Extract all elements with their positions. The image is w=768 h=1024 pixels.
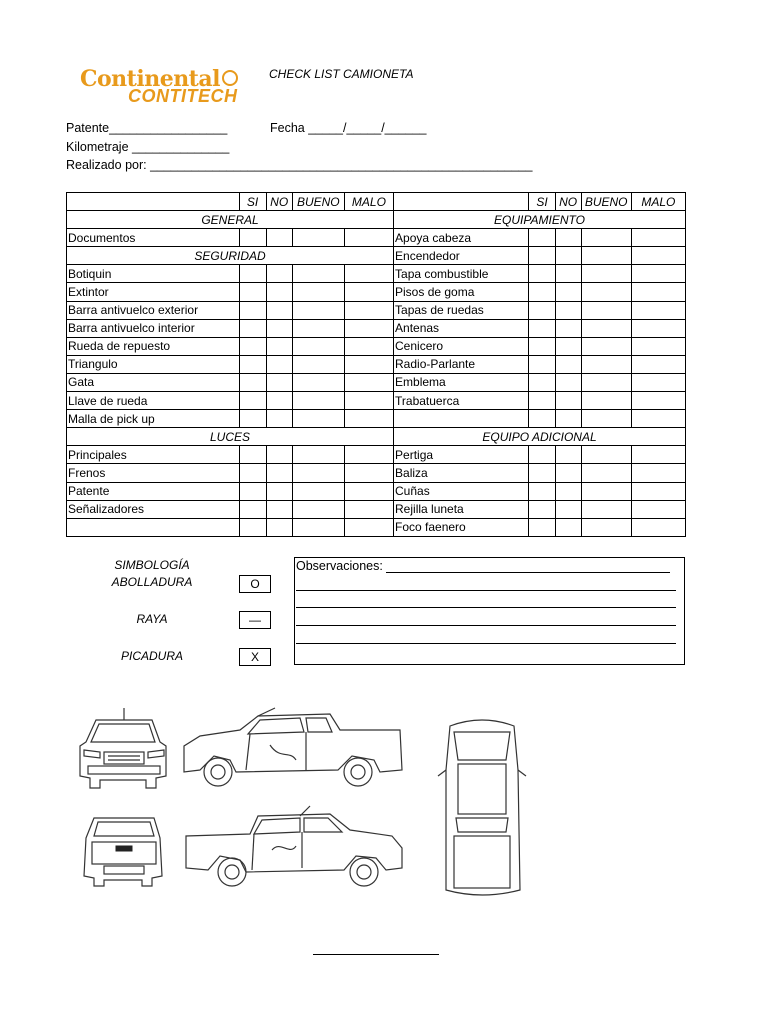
check-cell-si[interactable] — [239, 446, 266, 464]
check-cell-no[interactable] — [266, 373, 292, 391]
check-cell-bueno[interactable] — [581, 355, 631, 373]
simbologia-title: SIMBOLOGÍA — [114, 558, 190, 572]
table-row — [67, 373, 686, 391]
check-cell-si[interactable] — [529, 373, 555, 391]
item-label: Gata — [67, 373, 240, 391]
check-cell-malo[interactable] — [344, 392, 393, 410]
check-cell-si[interactable] — [239, 337, 266, 355]
column-header-si: SI — [529, 193, 555, 211]
simbolo-label-raya: RAYA — [136, 612, 168, 626]
column-header-bueno: BUENO — [292, 193, 344, 211]
header-blank-cell — [394, 193, 529, 211]
check-cell-malo[interactable] — [344, 265, 393, 283]
check-cell-si[interactable] — [529, 337, 555, 355]
item-label: Antenas — [394, 319, 529, 337]
item-label: Pisos de goma — [394, 283, 529, 301]
item-label: Encendedor — [394, 247, 529, 265]
section-heading: SEGURIDAD — [67, 247, 394, 265]
item-label: Extintor — [67, 283, 240, 301]
check-cell-no[interactable] — [555, 301, 581, 319]
item-label: Documentos — [67, 229, 240, 247]
check-cell-bueno[interactable] — [581, 247, 631, 265]
check-cell-no[interactable] — [266, 283, 292, 301]
check-cell-si[interactable] — [239, 229, 266, 247]
item-label: Radio-Parlante — [394, 355, 529, 373]
check-cell-no[interactable] — [266, 319, 292, 337]
check-cell-malo[interactable] — [631, 410, 685, 428]
check-cell-malo[interactable] — [631, 500, 685, 518]
logo-text-continental: Continental — [80, 66, 220, 92]
section-heading: EQUIPAMIENTO — [394, 211, 686, 229]
check-cell-bueno[interactable] — [581, 482, 631, 500]
truck-diagrams — [0, 690, 768, 910]
table-row — [67, 464, 686, 482]
check-cell-malo[interactable] — [344, 500, 393, 518]
table-row — [67, 301, 686, 319]
check-cell-no[interactable] — [266, 410, 292, 428]
observaciones-line[interactable] — [296, 607, 676, 608]
check-cell-no[interactable] — [555, 283, 581, 301]
check-cell-no[interactable] — [266, 301, 292, 319]
check-cell-malo[interactable] — [631, 247, 685, 265]
item-label: Rejilla luneta — [394, 500, 529, 518]
logo-text-contitech: CONTITECH — [128, 86, 238, 106]
table-row — [67, 428, 686, 446]
table-row — [67, 482, 686, 500]
table-row — [67, 410, 686, 428]
check-cell-malo[interactable] — [344, 482, 393, 500]
check-cell-no[interactable] — [555, 337, 581, 355]
check-cell-si[interactable] — [239, 518, 266, 536]
patente-field[interactable]: Patente_________________ — [66, 121, 228, 135]
check-cell-no[interactable] — [555, 464, 581, 482]
check-cell-no[interactable] — [266, 518, 292, 536]
item-label: Principales — [67, 446, 240, 464]
check-cell-malo[interactable] — [344, 355, 393, 373]
column-header-bueno: BUENO — [581, 193, 631, 211]
table-row — [67, 211, 686, 229]
check-cell-malo[interactable] — [344, 464, 393, 482]
check-cell-si[interactable] — [529, 464, 555, 482]
table-row — [67, 283, 686, 301]
column-header-malo: MALO — [344, 193, 393, 211]
check-cell-si[interactable] — [239, 392, 266, 410]
check-cell-bueno[interactable] — [292, 446, 344, 464]
check-cell-bueno[interactable] — [292, 265, 344, 283]
item-label: Tapas de ruedas — [394, 301, 529, 319]
item-label: Malla de pick up — [67, 410, 240, 428]
check-cell-bueno[interactable] — [581, 464, 631, 482]
check-cell-malo[interactable] — [344, 446, 393, 464]
check-cell-bueno[interactable] — [581, 500, 631, 518]
check-cell-malo[interactable] — [344, 410, 393, 428]
simbolo-abolladura: O — [239, 575, 271, 593]
item-label: Tapa combustible — [394, 265, 529, 283]
check-cell-no[interactable] — [555, 446, 581, 464]
check-cell-malo[interactable] — [631, 518, 685, 536]
simbolo-label-picadura: PICADURA — [120, 649, 183, 663]
item-label — [394, 410, 529, 428]
check-cell-si[interactable] — [239, 373, 266, 391]
check-cell-malo[interactable] — [631, 265, 685, 283]
column-header-no: NO — [555, 193, 581, 211]
table-row — [67, 247, 686, 265]
check-cell-bueno[interactable] — [292, 500, 344, 518]
table-row — [67, 355, 686, 373]
check-cell-si[interactable] — [529, 355, 555, 373]
check-cell-malo[interactable] — [631, 301, 685, 319]
check-cell-bueno[interactable] — [292, 301, 344, 319]
check-cell-no[interactable] — [555, 410, 581, 428]
table-row — [67, 229, 686, 247]
check-cell-no[interactable] — [555, 319, 581, 337]
column-header-no: NO — [266, 193, 292, 211]
check-cell-si[interactable] — [529, 392, 555, 410]
check-cell-no[interactable] — [266, 464, 292, 482]
check-cell-malo[interactable] — [631, 319, 685, 337]
check-cell-bueno[interactable] — [292, 283, 344, 301]
table-row — [67, 446, 686, 464]
observaciones-line[interactable] — [296, 590, 676, 591]
signature-line[interactable] — [313, 954, 439, 955]
check-cell-malo[interactable] — [631, 283, 685, 301]
check-cell-si[interactable] — [239, 500, 266, 518]
check-cell-bueno[interactable] — [581, 410, 631, 428]
check-cell-si[interactable] — [529, 446, 555, 464]
table-row — [67, 265, 686, 283]
item-label: Triangulo — [67, 355, 240, 373]
check-cell-si[interactable] — [529, 500, 555, 518]
observaciones-line[interactable] — [296, 643, 676, 644]
truck-left-side-view-icon[interactable] — [184, 708, 402, 786]
check-cell-bueno[interactable] — [581, 229, 631, 247]
check-cell-no[interactable] — [555, 373, 581, 391]
check-cell-bueno[interactable] — [292, 319, 344, 337]
check-cell-no[interactable] — [555, 482, 581, 500]
check-cell-no[interactable] — [266, 229, 292, 247]
section-heading: GENERAL — [67, 211, 394, 229]
column-header-si: SI — [239, 193, 266, 211]
check-cell-malo[interactable] — [631, 464, 685, 482]
check-cell-malo[interactable] — [631, 373, 685, 391]
item-label — [67, 518, 240, 536]
table-header-row — [67, 193, 686, 211]
truck-top-view-icon[interactable] — [438, 720, 526, 895]
check-cell-bueno[interactable] — [292, 464, 344, 482]
realizado-por-field[interactable]: Realizado por: _______________________________________________________ — [66, 158, 533, 172]
check-cell-no[interactable] — [266, 392, 292, 410]
item-label: Señalizadores — [67, 500, 240, 518]
check-cell-bueno[interactable] — [292, 518, 344, 536]
check-cell-si[interactable] — [239, 355, 266, 373]
check-cell-malo[interactable] — [631, 337, 685, 355]
check-cell-malo[interactable] — [344, 283, 393, 301]
check-cell-no[interactable] — [266, 446, 292, 464]
check-cell-no[interactable] — [266, 482, 292, 500]
column-header-malo: MALO — [631, 193, 685, 211]
item-label: Emblema — [394, 373, 529, 391]
check-cell-malo[interactable] — [344, 301, 393, 319]
horse-emblem-icon — [222, 70, 238, 86]
check-cell-malo[interactable] — [631, 392, 685, 410]
check-cell-no[interactable] — [555, 265, 581, 283]
check-cell-si[interactable] — [239, 283, 266, 301]
check-cell-si[interactable] — [529, 301, 555, 319]
check-cell-bueno[interactable] — [581, 392, 631, 410]
check-cell-si[interactable] — [529, 283, 555, 301]
check-cell-si[interactable] — [529, 319, 555, 337]
simbolo-picadura: X — [239, 648, 271, 666]
item-label: Trabatuerca — [394, 392, 529, 410]
table-row — [67, 337, 686, 355]
check-cell-no[interactable] — [555, 247, 581, 265]
item-label: Barra antivuelco interior — [67, 319, 240, 337]
check-cell-bueno[interactable] — [581, 446, 631, 464]
table-row — [67, 319, 686, 337]
item-label: Frenos — [67, 464, 240, 482]
table-row — [67, 392, 686, 410]
check-cell-si[interactable] — [529, 482, 555, 500]
check-cell-si[interactable] — [239, 482, 266, 500]
section-heading: EQUIPO ADICIONAL — [394, 428, 686, 446]
truck-right-side-view-icon[interactable] — [186, 806, 402, 886]
check-cell-si[interactable] — [239, 301, 266, 319]
check-cell-no[interactable] — [266, 265, 292, 283]
check-cell-no[interactable] — [266, 355, 292, 373]
check-cell-malo[interactable] — [344, 319, 393, 337]
check-cell-no[interactable] — [555, 355, 581, 373]
observaciones-label: Observaciones: — [296, 559, 383, 573]
item-label: Foco faenero — [394, 518, 529, 536]
check-cell-si[interactable] — [239, 410, 266, 428]
check-cell-si[interactable] — [529, 518, 555, 536]
item-label: Llave de rueda — [67, 392, 240, 410]
simbolo-raya: — — [239, 611, 271, 629]
check-cell-no[interactable] — [555, 229, 581, 247]
check-cell-bueno[interactable] — [292, 229, 344, 247]
check-cell-si[interactable] — [239, 319, 266, 337]
check-cell-no[interactable] — [266, 500, 292, 518]
check-cell-bueno[interactable] — [581, 283, 631, 301]
check-cell-si[interactable] — [529, 265, 555, 283]
check-cell-si[interactable] — [529, 229, 555, 247]
check-cell-bueno[interactable] — [581, 319, 631, 337]
item-label: Patente — [67, 482, 240, 500]
checklist-table — [66, 192, 686, 537]
check-cell-bueno[interactable] — [581, 301, 631, 319]
check-cell-malo[interactable] — [631, 482, 685, 500]
item-label: Botiquin — [67, 265, 240, 283]
truck-rear-view-icon[interactable] — [84, 818, 162, 886]
check-cell-bueno[interactable] — [292, 392, 344, 410]
check-cell-si[interactable] — [529, 410, 555, 428]
simbolo-label-abolladura: ABOLLADURA — [111, 575, 193, 589]
check-cell-bueno[interactable] — [581, 337, 631, 355]
check-cell-malo[interactable] — [631, 229, 685, 247]
check-cell-no[interactable] — [555, 392, 581, 410]
check-cell-bueno[interactable] — [581, 265, 631, 283]
check-cell-malo[interactable] — [344, 337, 393, 355]
observaciones-line[interactable] — [296, 625, 676, 626]
table-row — [67, 518, 686, 536]
check-cell-malo[interactable] — [344, 229, 393, 247]
check-cell-no[interactable] — [266, 337, 292, 355]
check-cell-no[interactable] — [555, 518, 581, 536]
header-blank-cell — [67, 193, 240, 211]
fecha-field[interactable]: Fecha _____/_____/______ — [270, 121, 427, 135]
check-cell-malo[interactable] — [631, 446, 685, 464]
check-cell-malo[interactable] — [631, 355, 685, 373]
check-cell-si[interactable] — [239, 265, 266, 283]
observaciones-line[interactable] — [386, 572, 670, 573]
check-cell-bueno[interactable] — [292, 373, 344, 391]
item-label: Apoya cabeza — [394, 229, 529, 247]
item-label: Barra antivuelco exterior — [67, 301, 240, 319]
page-title: CHECK LIST CAMIONETA — [269, 67, 414, 81]
check-cell-bueno[interactable] — [581, 518, 631, 536]
truck-front-view-icon[interactable] — [80, 708, 166, 788]
item-label: Rueda de repuesto — [67, 337, 240, 355]
section-heading: LUCES — [67, 428, 394, 446]
check-cell-bueno[interactable] — [581, 373, 631, 391]
check-cell-bueno[interactable] — [292, 337, 344, 355]
check-cell-si[interactable] — [239, 464, 266, 482]
check-cell-bueno[interactable] — [292, 355, 344, 373]
check-cell-bueno[interactable] — [292, 482, 344, 500]
observaciones-box[interactable] — [294, 557, 685, 665]
check-cell-malo[interactable] — [344, 518, 393, 536]
item-label: Baliza — [394, 464, 529, 482]
item-label: Cenicero — [394, 337, 529, 355]
kilometraje-field[interactable]: Kilometraje ______________ — [66, 140, 230, 154]
check-cell-bueno[interactable] — [292, 410, 344, 428]
item-label: Cuñas — [394, 482, 529, 500]
table-row — [67, 500, 686, 518]
check-cell-no[interactable] — [555, 500, 581, 518]
check-cell-malo[interactable] — [344, 373, 393, 391]
item-label: Pertiga — [394, 446, 529, 464]
check-cell-si[interactable] — [529, 247, 555, 265]
